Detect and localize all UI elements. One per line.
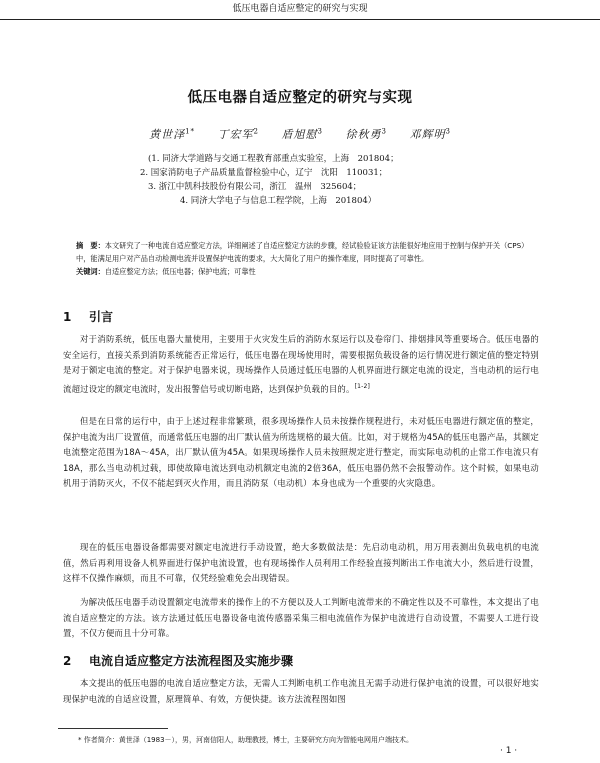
page-number: · 1 · — [500, 746, 518, 756]
running-header: 低压电器自适应整定的研究与实现 — [0, 0, 600, 20]
citation: [1-2] — [354, 382, 371, 390]
body-paragraph: 对于消防系统，低压电器大量使用，主要用于火灾发生后的消防水泵运行以及卷帘门、排烟排风等重要场合。低压电器的安全运行，直接关系到消防系统能否正常运行，低压电器在现场使用时，需要根据负载设备的运行情况进行额定值的整定特别是对于额定电流的整定。对于保护电器来说，现场操作人员通过低压电器的人机界面进行额定电流的设定，当电动机的运行电流超过设定的额定电流时，发出报警信号或切断电路，达到保护负载的目的。[1-2] — [63, 334, 539, 394]
body-paragraph: 现在的低压电器设备都需要对额定电流进行手动设置，绝大多数做法是：先启动电动机，用万用表测出负载电机的电流值，然后再利用设备人机界面进行保护电流设置，也有现场操作人员利用工作经验直接判断出工作电流大小，然后进行设置，这样不仅操作麻烦，而且不可靠，仅凭经验难免会出现错误。 — [63, 542, 539, 584]
paper-title: 低压电器自适应整定的研究与实现 — [187, 90, 413, 106]
section-title: 电流自适应整定方法流程图及实施步骤 — [89, 654, 294, 668]
author: 丁宏军$^2$ — [217, 127, 260, 141]
section-number: 2 — [63, 654, 72, 668]
affiliations — [130, 152, 530, 208]
section-heading — [63, 652, 293, 669]
author-list — [0, 126, 600, 142]
body-paragraph: 为解决低压电器手动设置额定电流带来的操作上的不方便以及人工判断电流带来的不确定性以及不可靠性，本文提出了电流自适应整定的方法。该方法通过低压电器设备电流传感器采集三相电流值作为保护电流进行自动设置，不需要人工进行设置，不仅方便而且十分可靠。 — [63, 597, 539, 639]
affiliation-line: (1. 同济大学道路与交通工程教育部重点实验室，上海 201804； — [148, 154, 399, 164]
footnote: * 作者简介：黄世泽（1983－），男，河南信阳人，助理教授，博士，主要研究方向为智能电网用户端技术。 — [78, 736, 414, 744]
section-number: 1 — [63, 310, 72, 324]
footnote-rule — [58, 728, 168, 729]
body-paragraph: 本文提出的低压电器的电流自适应整定方法，无需人工判断电机工作电流且无需手动进行保护电流的设置，可以很好地实现保护电流的自适应设置，原理简单、有效，方便快捷。该方法流程图如图 — [63, 678, 539, 704]
keywords-label: 关键词： — [76, 267, 105, 276]
body-paragraph: 但是在日常的运行中，由于上述过程非常繁琐，很多现场操作人员未按操作规程进行，未对低压电器进行额定值的整定，保护电流为出厂设置值，而通常低压电器的出厂默认值为所选规格的最大值。比如，对于规格为45A的低压电器产品，其额定电流整定范围为18A～45A，出厂默认值为45A。如果现场操作人员未按照规定进行整定，而实际电动机的止常工作电流只有18A，那么当电动机过载，即使故障电流达到电动机额定电流的2倍36A，低压电器仍然不会报警动作。这个时候，如果电动机用于消防灭火，不仅不能起到灭火作用，而且消防泵（电动机）本身也成为一个重要的火灾隐患。 — [63, 416, 539, 489]
abstract — [76, 239, 531, 278]
author: 黄世泽$^{1*}$ — [149, 127, 196, 141]
abstract-body — [76, 239, 531, 265]
author: 邓辉明$^3$ — [409, 127, 451, 141]
affiliation-line: 2. 国家消防电子产品质量监督检验中心，辽宁 沈阳 110031； — [140, 168, 388, 178]
section-title: 引言 — [89, 310, 114, 324]
author: 盾旭慰$^3$ — [281, 127, 323, 141]
keywords — [76, 265, 531, 278]
abstract-text: 本文研究了一种电流自适应整定方法，详细阐述了自适应整定方法的步骤，经试验验证该方法能很好地应用于控制与保护开关（CPS）中，能满足用户对产品自动检测电流并设置保护电流的要求，大大简化了用户的操作难度，同时提高了可靠性。 — [76, 241, 529, 263]
author: 徐秋勇$^3$ — [345, 127, 387, 141]
section-heading — [63, 308, 113, 325]
affiliation-line: 4. 同济大学电子与信息工程学院，上海 201804） — [180, 196, 377, 206]
keywords-text: 自适应整定方法；低压电器；保护电流；可靠性 — [104, 267, 256, 276]
affiliation-line: 3. 浙江中凯科技股份有限公司，浙江 温州 325604； — [148, 182, 362, 192]
abstract-label: 摘 要： — [76, 241, 105, 250]
